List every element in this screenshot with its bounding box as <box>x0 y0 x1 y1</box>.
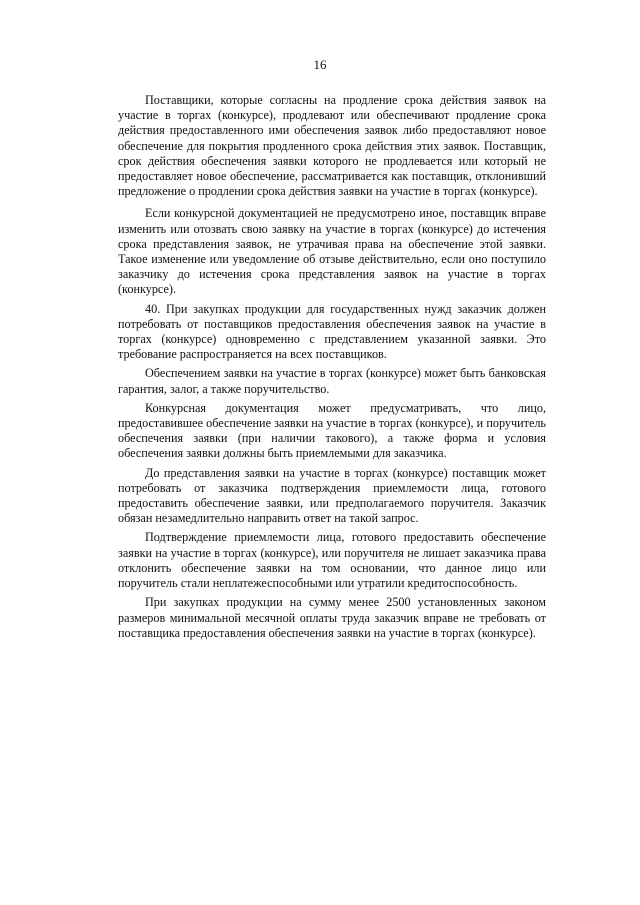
paragraph: Конкурсная документация может предусматривать, что лицо, предоставившее обеспечение заявки на участие в торгах (конкурсе), и поручитель обеспечения заявки (при наличии такового), а также форма и условия обеспечения заявки должны быть приемлемыми для заказчика. <box>118 400 546 461</box>
paragraph: Подтверждение приемлемости лица, готового предоставить обеспечение заявки на участие в торгах (конкурсе), или поручителя не лишает заказчика права отклонить обеспечение заявки на том основании, что данное лицо или поручитель стали неплатежеспособными или утратили кредитоспособность. <box>118 530 546 591</box>
paragraph: До представления заявки на участие в торгах (конкурсе) поставщик может потребовать от заказчика подтверждения приемлемости лица, готового предоставить обеспечение заявки, или предполагаемого поручителя. Заказчик обязан незамедлительно направить ответ на такой запрос. <box>118 465 546 526</box>
paragraph: При закупках продукции на сумму менее 2500 установленных законом размеров минимальной месячной оплаты труда заказчик вправе не требовать от поставщика предоставления обеспечения заявки на участие в торгах (конкурсе). <box>118 595 546 640</box>
paragraph: Если конкурсной документацией не предусмотрено иное, поставщик вправе изменить или отозвать свою заявку на участие в торгах (конкурсе) до истечения срока представления заявок, не утрачивая права на обеспечение этой заявки. Такое изменение или уведомление об отзыве действительно, если оно поступило заказчику до истечения срока представления заявок на участие в торгах (конкурсе). <box>118 206 546 297</box>
paragraph: Обеспечением заявки на участие в торгах (конкурсе) может быть банковская гарантия, залог, а также поручительство. <box>118 366 546 396</box>
document-body <box>118 93 546 645</box>
page-number: 16 <box>313 57 327 72</box>
paragraph: Поставщики, которые согласны на продление срока действия заявок на участие в торгах (конкурсе), продлевают или обеспечивают продление срока действия предоставленного ими обеспечения заявок либо предоставляют новое обеспечение для покрытия продленного срока действия этих заявок. Поставщик, срок действия обеспечения заявки которого не продлевается или который не предоставляет новое обеспечение, рассматривается как поставщик, отклонивший предложение о продлении срока действия заявки на участие в торгах (конкурсе). <box>118 93 546 199</box>
paragraph: 40. При закупках продукции для государственных нужд заказчик должен потребовать от поставщиков предоставления обеспечения заявок на участие в торгах (конкурсе) одновременно с представлением указанной заявки. Это требование распространяется на всех поставщиков. <box>118 301 546 362</box>
